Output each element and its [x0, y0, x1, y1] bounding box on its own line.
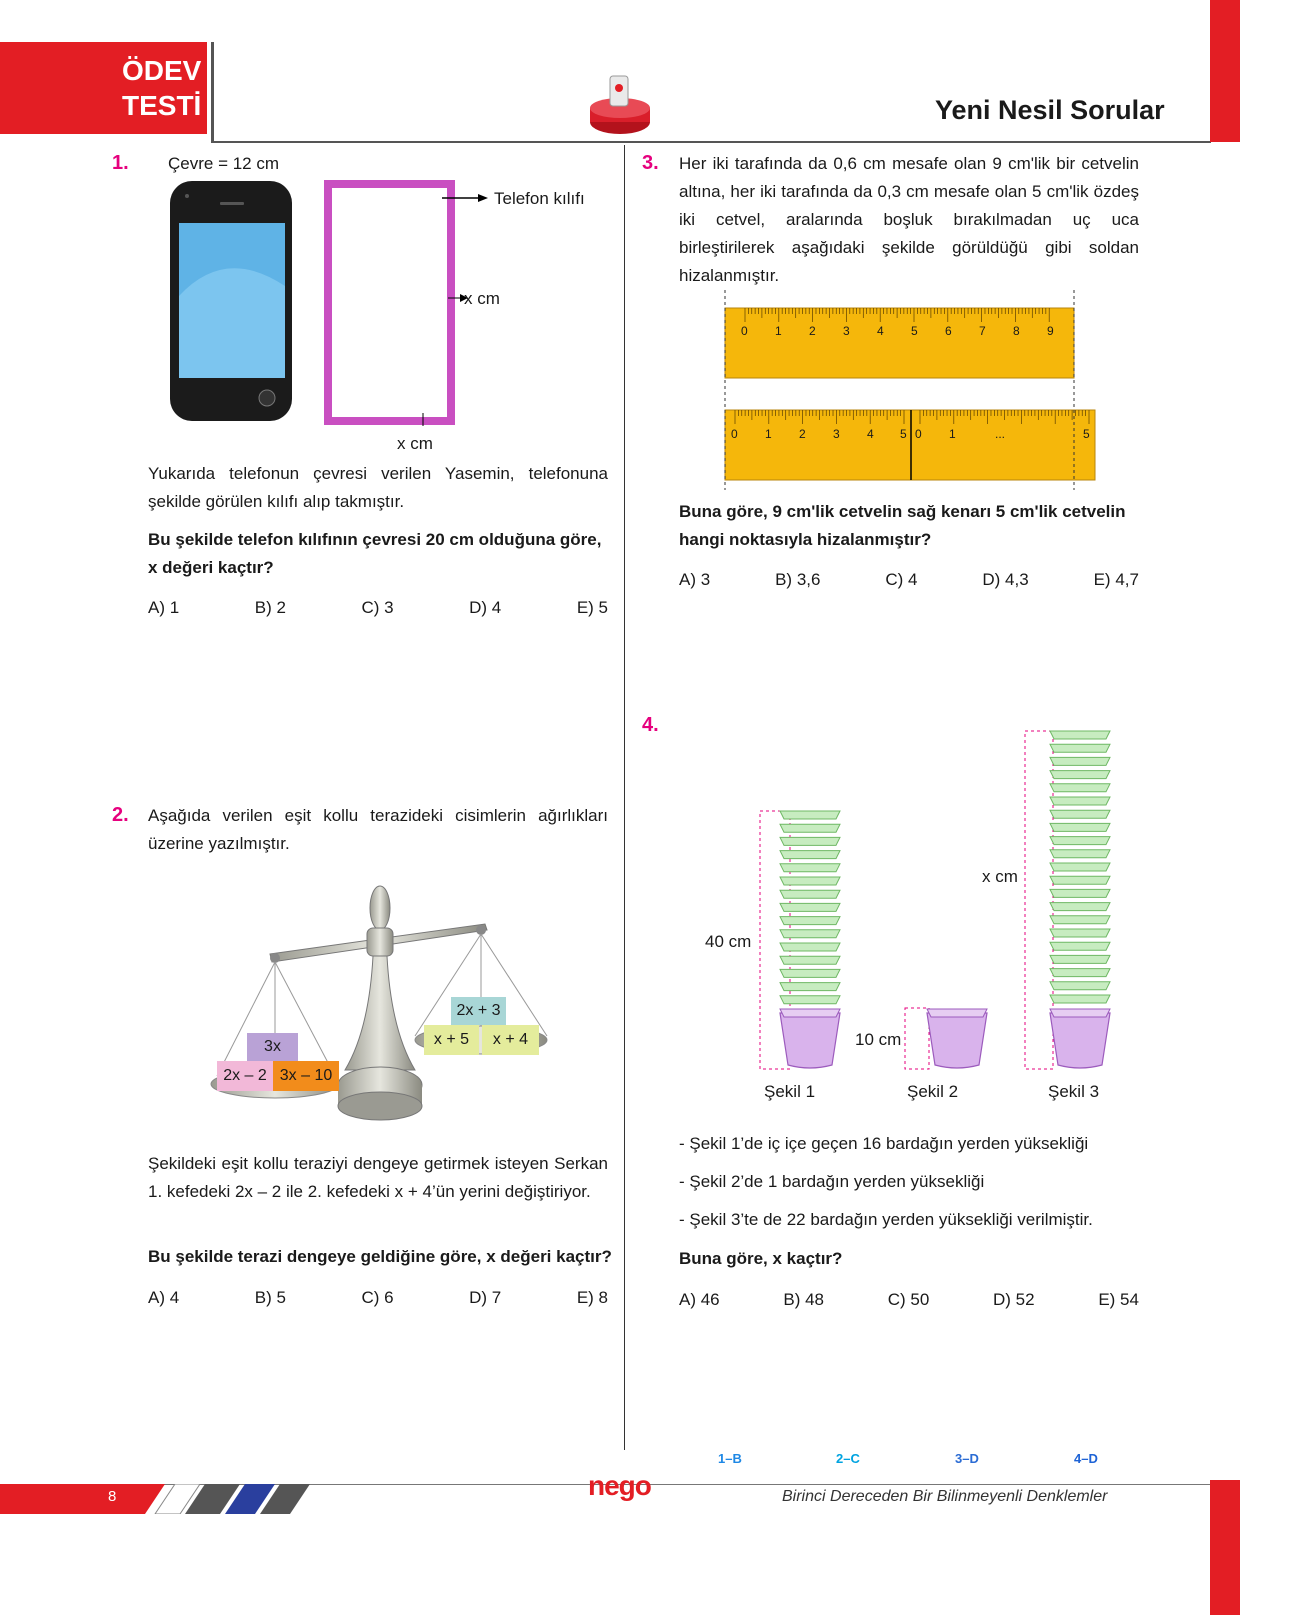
cup-rim [1050, 837, 1110, 845]
q3-bottom-label: 0 [731, 427, 738, 441]
cup-rim [1050, 889, 1110, 897]
q1-number: 1. [112, 152, 129, 174]
q2-right-top-block: 2x + 3 [451, 997, 506, 1025]
cup-body [1050, 1013, 1110, 1068]
q3-top-label: 8 [1013, 324, 1020, 338]
cup-rim [1050, 744, 1110, 752]
q1-option-b[interactable]: B) 2 [254, 598, 286, 617]
q3-option-c[interactable]: C) 4 [885, 570, 918, 589]
q3-top-label: 3 [843, 324, 850, 338]
cup-body [927, 1013, 987, 1068]
header-badge-border [211, 42, 214, 142]
cup-rim [927, 1009, 987, 1017]
cup-rim [1050, 955, 1110, 963]
q3-top-label: 1 [775, 324, 782, 338]
q3-bottom-label: 0 [915, 427, 922, 441]
q3-options [679, 570, 1139, 590]
q3-rulers-figure [715, 290, 1105, 495]
q4-options [679, 1290, 1139, 1310]
q4-line3: - Şekil 3’te de 22 bardağın yerden yüksekliği verilmiştir. [679, 1210, 1093, 1229]
cup-rim [1050, 903, 1110, 911]
q4-option-e[interactable]: E) 54 [1098, 1290, 1139, 1309]
q4-line1: - Şekil 1’de iç içe geçen 16 bardağın yerden yüksekliği [679, 1134, 1089, 1153]
q2-left-top-block: 3x [247, 1033, 298, 1061]
q4-label-x: x cm [982, 867, 1018, 886]
q2-intro: Aşağıda verilen eşit kollu terazideki cisimlerin ağırlıkları üzerine yazılmıştır. [148, 806, 608, 853]
q3-bottom-label: 5 [900, 427, 907, 441]
q3-bottom-label: 3 [833, 427, 840, 441]
page-title: Yeni Nesil Sorular [935, 95, 1165, 125]
cup-rim [1050, 797, 1110, 805]
column-divider [624, 145, 625, 1450]
q3-top-label: 0 [741, 324, 748, 338]
q4-option-a[interactable]: A) 46 [679, 1290, 720, 1309]
q4-question: Buna göre, x kaçtır? [679, 1249, 843, 1268]
q1-option-d[interactable]: D) 4 [469, 598, 502, 617]
q3-number: 3. [642, 152, 659, 174]
cup-rim [1050, 784, 1110, 792]
q3-bottom-label: 2 [799, 427, 806, 441]
answer-1: 1–B [718, 1451, 742, 1466]
cup-rim [1050, 929, 1110, 937]
q3-top-label: 7 [979, 324, 986, 338]
cup-rim [780, 969, 840, 977]
cup-rim [780, 824, 840, 832]
q3-bottom-label: 5 [1083, 427, 1090, 441]
cup-rim [780, 903, 840, 911]
q3-option-b[interactable]: B) 3,6 [775, 570, 821, 589]
cup-body [780, 1013, 840, 1068]
q4-line2: - Şekil 2’de 1 bardağın yerden yüksekliği [679, 1172, 985, 1191]
q1-text: Yukarıda telefonun çevresi verilen Yasemin, telefonuna şekilde görülen kılıfı alıp takmıştır. [148, 464, 608, 511]
q3-top-label: 9 [1047, 324, 1054, 338]
footer-stripes [0, 1484, 320, 1514]
q2-left-block-b: 3x – 10 [273, 1061, 339, 1091]
q1-phone-figure [165, 176, 300, 426]
q4-number: 4. [642, 714, 659, 736]
footer-logo: nego [588, 1470, 651, 1501]
q1-option-e[interactable]: E) 5 [576, 598, 608, 617]
cup-rim [780, 864, 840, 872]
cup-rim [780, 917, 840, 925]
q4-label-10: 10 cm [855, 1030, 902, 1049]
page-number: 8 [108, 1488, 117, 1505]
q3-top-label: 5 [911, 324, 918, 338]
right-edge-bar [1210, 0, 1240, 142]
q2-right-block-b: x + 4 [482, 1025, 539, 1055]
q2-balance-scale [205, 880, 565, 1130]
q1-options [148, 598, 608, 618]
q3-ruler-bottom [725, 410, 1095, 480]
q3-question: Buna göre, 9 cm'lik cetvelin sağ kenarı 5 cm'lik cetvelin hangi noktasıyla hizalanmıştır? [679, 502, 1126, 549]
cup-rim [1050, 731, 1110, 739]
cup-rim [780, 943, 840, 951]
cup-rim [1050, 995, 1110, 1003]
q1-perimeter-label: Çevre = 12 cm [168, 154, 280, 173]
answer-4: 4–D [1074, 1451, 1098, 1466]
q3-option-d[interactable]: D) 4,3 [982, 570, 1029, 589]
cup-rim [780, 956, 840, 964]
cup-rim [780, 983, 840, 991]
cup-rim [1050, 771, 1110, 779]
q2-option-e[interactable]: E) 8 [576, 1288, 608, 1307]
cup-rim [1050, 850, 1110, 858]
q2-text: Şekildeki eşit kollu teraziyi dengeye getirmek isteyen Serkan 1. kefedeki 2x – 2 ile 2. kefedeki x + 4’ün yerini değiştiriyor. [148, 1154, 608, 1201]
q4-option-c[interactable]: C) 50 [887, 1290, 930, 1309]
q4-cups-figure [755, 725, 1125, 1075]
q2-option-d[interactable]: D) 7 [469, 1288, 502, 1307]
q3-ruler-top [725, 308, 1074, 378]
cup-rim [1050, 810, 1110, 818]
q3-top-label: 2 [809, 324, 816, 338]
cup-rim [1050, 916, 1110, 924]
answer-3: 3–D [955, 1451, 979, 1466]
cup-rim [1050, 876, 1110, 884]
q2-option-b[interactable]: B) 5 [254, 1288, 286, 1307]
q4-option-d[interactable]: D) 52 [993, 1290, 1035, 1309]
cup-rim [780, 877, 840, 885]
cup-rim [780, 890, 840, 898]
q2-option-a[interactable]: A) 4 [148, 1288, 180, 1307]
cup-rim [1050, 823, 1110, 831]
badge-line1: ÖDEV [122, 55, 202, 86]
q2-number: 2. [112, 804, 129, 826]
q1-x-bottom-label: x cm [397, 434, 433, 453]
q2-right-block-a: x + 5 [424, 1025, 479, 1055]
q4-option-b[interactable]: B) 48 [783, 1290, 824, 1309]
q3-bottom-label: 1 [765, 427, 772, 441]
q1-option-a[interactable]: A) 1 [148, 598, 180, 617]
q3-bottom-label: ... [995, 427, 1006, 441]
cup-rim [1050, 942, 1110, 950]
cup-rim [1050, 969, 1110, 977]
q4-fig3-caption: Şekil 3 [1048, 1082, 1100, 1101]
header-rule [211, 141, 1211, 143]
cup-rim [780, 930, 840, 938]
right-edge-bar-bottom [1210, 1480, 1240, 1615]
q1-case-label: Telefon kılıfı [494, 189, 585, 208]
q4-fig2-caption: Şekil 2 [907, 1082, 959, 1101]
cup-rim [780, 811, 840, 819]
q1-question: Bu şekilde telefon kılıfının çevresi 20 cm olduğuna göre, x değeri kaçtır? [148, 530, 602, 577]
cup-rim [1050, 863, 1110, 871]
q1-x-side-label: x cm [464, 289, 500, 308]
q3-top-label: 4 [877, 324, 884, 338]
q3-bottom-label: 1 [949, 427, 956, 441]
q2-options [148, 1288, 608, 1308]
cup-rim [1050, 982, 1110, 990]
q3-text: Her iki tarafında da 0,6 cm mesafe olan 9 cm'lik bir cetvelin altına, her iki tarafında da 0,3 cm mesafe olan 5 cm'lik özdeş iki cetvel, aralarında boşluk bırakılmadan uç uca birleştirilerek aşağıdaki şekilde görüldüğü gibi soldan hizalanmıştır. [679, 154, 1139, 285]
q2-option-c[interactable]: C) 6 [361, 1288, 394, 1307]
cup-rim [1050, 1009, 1110, 1017]
cup-rim [780, 996, 840, 1004]
badge-line2: TESTİ [122, 90, 202, 121]
cup-rim [780, 851, 840, 859]
q4-label-40: 40 cm [705, 932, 752, 951]
q2-question: Bu şekilde terazi dengeye geldiğine göre, x değeri kaçtır? [148, 1247, 612, 1266]
q3-option-e[interactable]: E) 4,7 [1093, 570, 1139, 589]
cup-rim [780, 1009, 840, 1017]
cup-rim [780, 837, 840, 845]
cup-rim [1050, 757, 1110, 765]
q3-option-a[interactable]: A) 3 [679, 570, 711, 589]
answer-2: 2–C [836, 1451, 860, 1466]
q3-top-label: 6 [945, 324, 952, 338]
q2-left-block-a: 2x – 2 [217, 1061, 273, 1091]
q1-option-c[interactable]: C) 3 [361, 598, 394, 617]
footer-subject: Birinci Dereceden Bir Bilinmeyenli Denklemler [782, 1488, 1108, 1505]
q3-bottom-label: 4 [867, 427, 874, 441]
q4-fig1-caption: Şekil 1 [764, 1082, 816, 1101]
phone-button-icon [585, 72, 655, 138]
